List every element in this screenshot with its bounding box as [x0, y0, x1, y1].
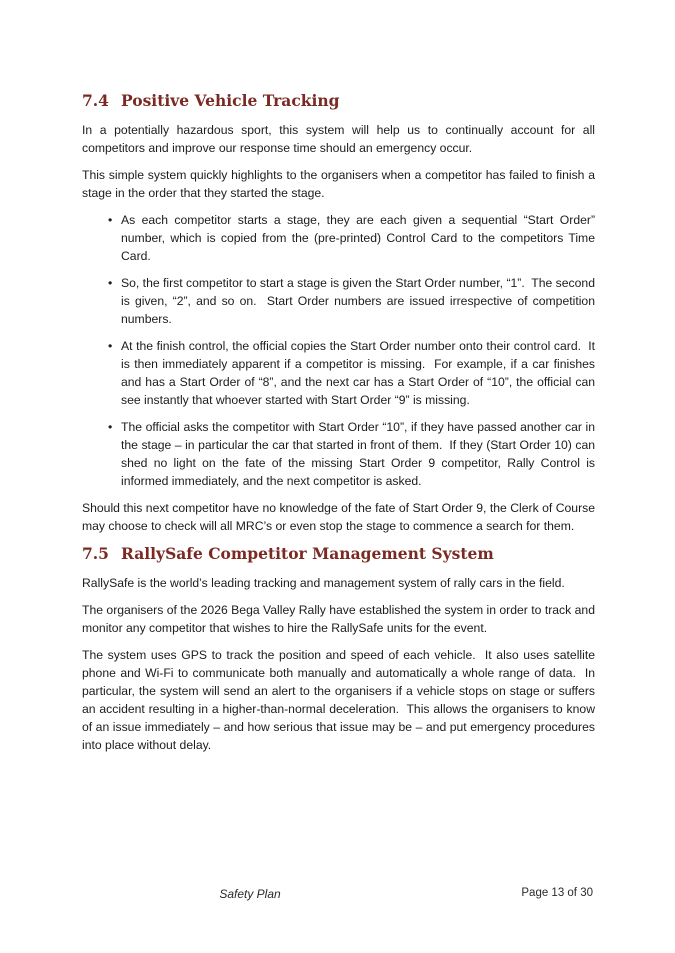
footer-page-number: Page 13 of 30 — [521, 887, 593, 899]
bullet-item — [82, 337, 599, 409]
section-title: Positive Vehicle Tracking — [121, 91, 340, 110]
section-title: RallySafe Competitor Management System — [121, 544, 494, 563]
bullet-text: As each competitor starts a stage, they are each given a sequential “Start Order” number, which is copied from the (pre-printed) Control Card to the competitors Time Card. — [121, 213, 599, 263]
paragraph: This simple system quickly highlights to the organisers when a competitor has failed to finish a stage in the order that they started the stage. — [82, 168, 599, 200]
section-heading-7-5 — [82, 544, 595, 564]
footer-document-title: Safety Plan — [219, 887, 281, 901]
bullet-text: At the finish control, the official copies the Start Order number onto their control card. It is then immediately apparent if a competitor is missing. For example, if a car finishes and has a Start Order of “8”, and the next car has a Start Order of “10”, the official can see instantly that whoever started with Start Order “9” is missing. — [121, 339, 599, 407]
paragraph: The organisers of the 2026 Bega Valley Rally have established the system in order to track and monitor any competitor that wishes to hire the RallySafe units for the event. — [82, 603, 599, 635]
bullet-text: The official asks the competitor with Start Order “10”, if they have passed another car in the stage – in particular the car that started in front of them. If they (Start Order 10) can shed no light on the fate of the missing Start Order 9 competitor, Rally Control is informed immediately, and the next competitor is asked. — [121, 420, 599, 488]
section-heading-7-4 — [82, 91, 595, 111]
bullet-list — [82, 211, 599, 490]
bullet-icon: • — [108, 420, 113, 434]
bullet-item — [82, 211, 599, 265]
paragraph: The system uses GPS to track the position and speed of each vehicle. It also uses satellite phone and Wi-Fi to communicate both manually and automatically a whole range of data. In particular, the system will send an alert to the organisers if a vehicle stops on stage or suffers an accident resulting in a higher-than-normal deceleration. This allows the organisers to know of an issue immediately – and how serious that issue may be – and put emergency procedures into place without delay. — [82, 648, 599, 752]
bullet-item — [82, 274, 599, 328]
paragraph: RallySafe is the world’s leading tracking and management system of rally cars in the field. — [82, 576, 565, 590]
bullet-icon: • — [108, 339, 113, 353]
bullet-item — [82, 418, 599, 490]
bullet-text: So, the first competitor to start a stage is given the Start Order number, “1”. The second is given, “2”, and so on. Start Order numbers are issued irrespective of competition numbers. — [121, 276, 599, 326]
section-number: 7.4 — [82, 91, 109, 110]
section-number: 7.5 — [82, 544, 109, 563]
paragraph: In a potentially hazardous sport, this system will help us to continually account for all competitors and improve our response time should an emergency occur. — [82, 123, 599, 155]
paragraph: Should this next competitor have no knowledge of the fate of Start Order 9, the Clerk of Course may choose to check will all MRC’s or even stop the stage to commence a search for them. — [82, 501, 599, 533]
bullet-icon: • — [108, 276, 113, 290]
page-content — [82, 91, 599, 763]
bullet-icon: • — [108, 213, 113, 227]
